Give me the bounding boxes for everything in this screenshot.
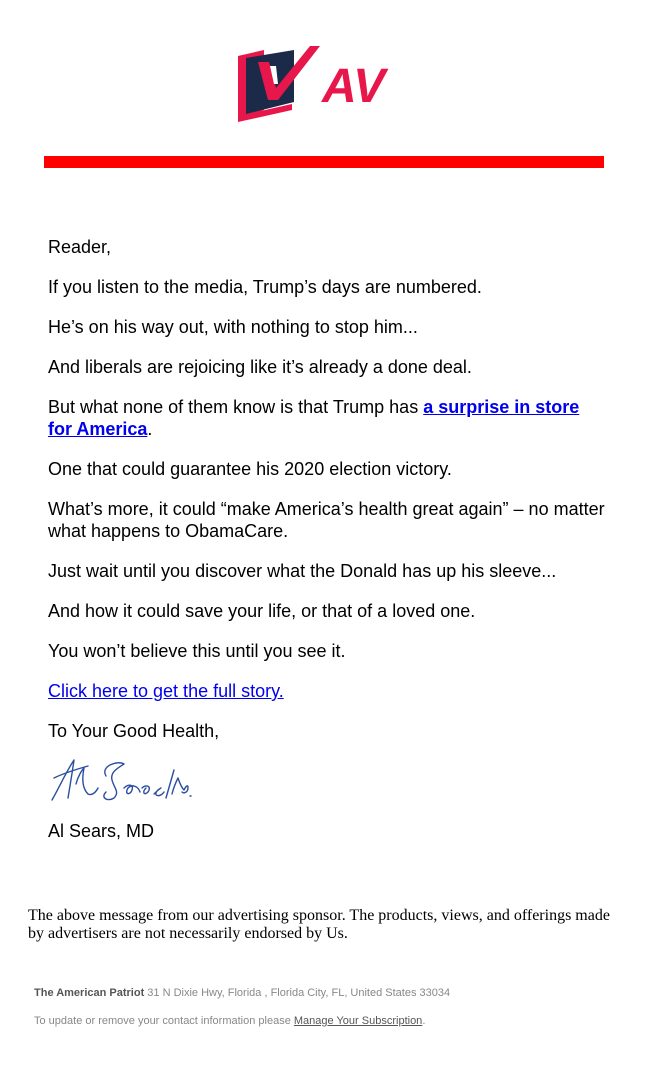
paragraph-7: Just wait until you discover what the Donald has up his sleeve...	[48, 561, 557, 581]
signature-image	[48, 754, 194, 806]
paragraph-8: And how it could save your life, or that of a loved one.	[48, 601, 476, 621]
paragraph-3: And liberals are rejoicing like it’s already a done deal.	[48, 357, 472, 377]
update-text: To update or remove your contact information please	[34, 1015, 294, 1027]
paragraph-2: He’s on his way out, with nothing to stop him...	[48, 317, 418, 337]
av-logo	[236, 44, 412, 126]
greeting: Reader,	[48, 237, 112, 257]
paragraph-5: One that could guarantee his 2020 election victory.	[48, 459, 452, 479]
letter-body	[48, 236, 608, 860]
sponsor-disclaimer: The above message from our advertising sponsor. The products, views, and offerings made by advertisers are not necessarily endorsed by Us.	[28, 907, 610, 942]
logo-text: AV	[322, 60, 386, 113]
paragraph-9: You won’t believe this until you see it.	[48, 641, 346, 661]
header-divider	[44, 156, 604, 168]
org-address: 31 N Dixie Hwy, Florida , Florida City, FL, United States 33034	[144, 987, 451, 999]
paragraph-1: If you listen to the media, Trump’s days are numbered.	[48, 277, 482, 297]
footer-update	[34, 1014, 624, 1028]
footer-address	[34, 986, 624, 1000]
paragraph-4-end: .	[147, 419, 153, 439]
full-story-link[interactable]: Click here to get the full story.	[48, 681, 284, 701]
signer-name: Al Sears, MD	[48, 821, 155, 841]
paragraph-6: What’s more, it could “make America’s health great again” – no matter what happens to ObamaCare.	[48, 499, 605, 541]
surprise-link[interactable]: a surprise in store for America	[48, 397, 580, 439]
manage-subscription-link[interactable]: Manage Your Subscription	[293, 1015, 423, 1027]
paragraph-4	[48, 396, 608, 440]
paragraph-4-text: But what none of them know is that Trump has	[48, 397, 424, 417]
closing: To Your Good Health,	[48, 721, 220, 741]
cta-paragraph	[48, 680, 608, 702]
update-end: .	[422, 1015, 426, 1027]
org-name: The American Patriot	[34, 987, 145, 999]
